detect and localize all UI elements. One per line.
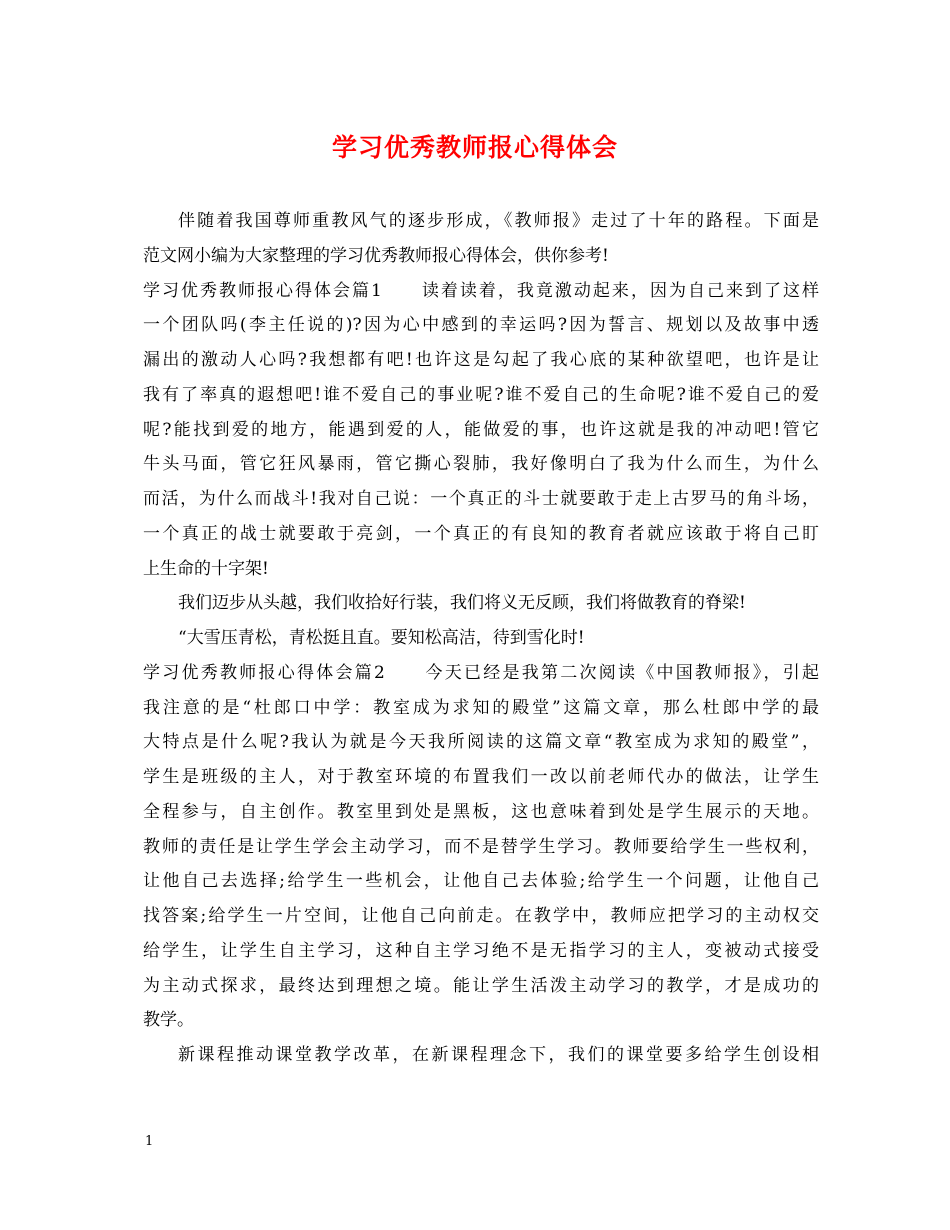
page-number: 1 <box>145 1134 154 1149</box>
paragraph-line: 一个团队吗(李主任说的)?因为心中感到的幸运吗?因为誓言、规划以及故事中透 <box>143 315 819 336</box>
paragraph-line: 我有了率真的遐想吧!谁不爱自己的事业呢?谁不爱自己的生命呢?谁不爱自己的爱 <box>143 384 819 405</box>
paragraph-line: 大特点是什么呢?我认为就是今天我所阅读的这篇文章“教室成为求知的殿堂”， <box>143 732 819 753</box>
paragraph-line: “大雪压青松，青松挺且直。要知松高洁，待到雪化时! <box>178 628 585 648</box>
paragraph-line: 我们迈步从头越，我们收拾好行装，我们将义无反顾，我们将做教育的脊梁! <box>178 593 746 614</box>
paragraph-line: 学习优秀教师报心得体会篇1 读着读着，我竟激动起来，因为自己来到了这样 <box>143 280 819 301</box>
paragraph-line: 牛头马面，管它狂风暴雨，管它撕心裂肺，我好像明白了我为什么而生，为什么 <box>143 454 819 475</box>
paragraph-line: 让他自己去选择;给学生一些机会，让他自己去体验;给学生一个问题，让他自己 <box>143 871 819 892</box>
paragraph-line: 我注意的是“杜郎口中学：教室成为求知的殿堂”这篇文章，那么杜郎中学的最 <box>143 697 819 718</box>
paragraph-line: 漏出的激动人心吗?我想都有吧!也许这是勾起了我心底的某种欲望吧，也许是让 <box>143 350 819 370</box>
paragraph-line: 学生是班级的主人，对于教室环境的布置我们一改以前老师代办的做法，让学生 <box>143 767 819 787</box>
paragraph-line: 为主动式探求，最终达到理想之境。能让学生活泼主动学习的教学，才是成功的 <box>143 975 819 996</box>
paragraph-line: 伴随着我国尊师重教风气的逐步形成，《教师报》走过了十年的路程。下面是 <box>178 211 819 231</box>
paragraph-line: 教学。 <box>143 1010 194 1031</box>
paragraph-line: 一个真正的战士就要敢于亮剑，一个真正的有良知的教育者就应该敢于将自己盯 <box>143 523 819 544</box>
paragraph-line: 全程参与，自主创作。教室里到处是黑板，这也意味着到处是学生展示的天地。 <box>143 801 819 822</box>
document-body <box>143 204 819 1073</box>
paragraph-line: 找答案;给学生一片空间，让他自己向前走。在教学中，教师应把学习的主动权交 <box>143 906 819 926</box>
paragraph-line: 学习优秀教师报心得体会篇2 今天已经是我第二次阅读《中国教师报》，引起 <box>143 662 819 683</box>
paragraph-line: 上生命的十字架! <box>143 558 269 579</box>
paragraph-line: 新课程推动课堂教学改革，在新课程理念下，我们的课堂要多给学生创设相 <box>178 1045 819 1065</box>
paragraph-line: 给学生，让学生自主学习，这种自主学习绝不是无指学习的主人，变被动式接受 <box>143 940 819 961</box>
paragraph-line: 范文网小编为大家整理的学习优秀教师报心得体会，供你参考! <box>143 245 609 266</box>
paragraph-line: 呢?能找到爱的地方，能遇到爱的人，能做爱的事，也许这就是我的冲动吧!管它 <box>143 419 819 440</box>
document-title: 学习优秀教师报心得体会 <box>331 133 618 162</box>
paragraph-line: 教师的责任是让学生学会主动学习，而不是替学生学习。教师要给学生一些权利， <box>143 836 819 857</box>
paragraph-line: 而活，为什么而战斗!我对自己说：一个真正的斗士就要敢于走上古罗马的角斗场， <box>143 489 819 509</box>
